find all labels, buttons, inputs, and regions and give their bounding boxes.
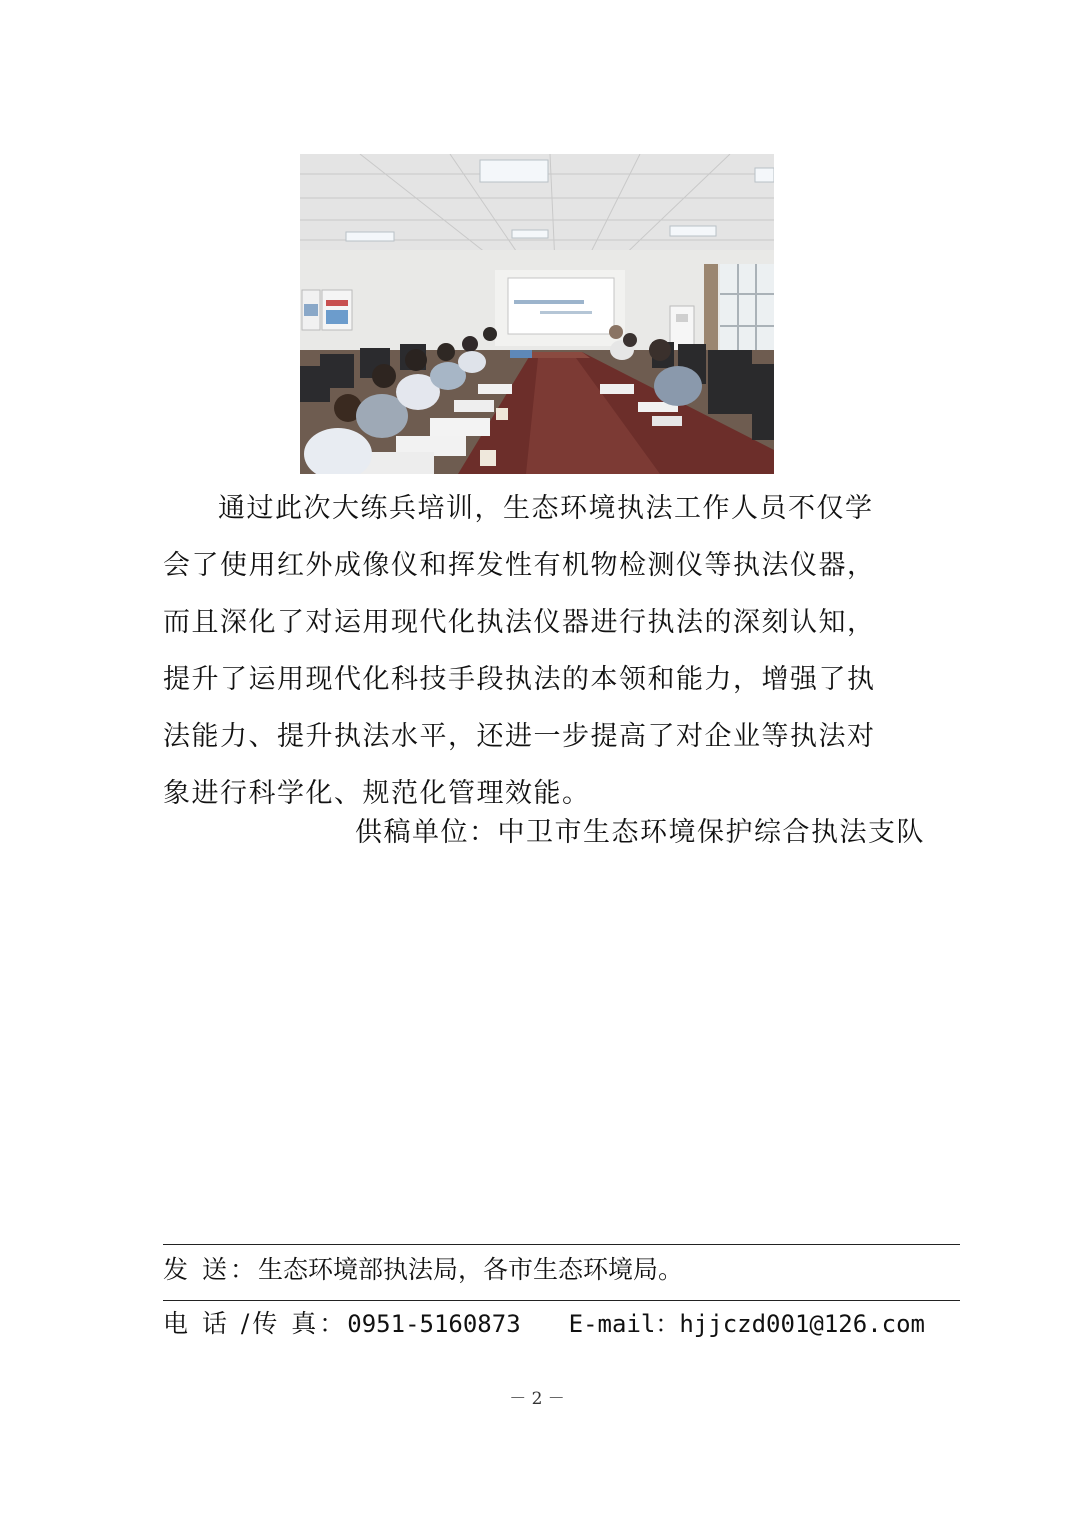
send-value: 生态环境部执法局，各市生态环境局。	[257, 1255, 683, 1284]
meeting-room-illustration	[300, 154, 774, 474]
phone-label: 电 话 /传 真：	[163, 1309, 348, 1338]
send-label: 发 送：	[163, 1255, 258, 1284]
footer-rule-top	[163, 1244, 960, 1245]
body-line: 提升了运用现代化科技手段执法的本领和能力，增强了执	[163, 664, 876, 695]
phone-value: 0951-5160873	[347, 1310, 521, 1338]
body-line: 会了使用红外成像仪和挥发性有机物检测仪等执法仪器，	[163, 550, 876, 581]
body-line: 象进行科学化、规范化管理效能。	[163, 778, 591, 809]
email-value: hjjczd001@126.com	[679, 1310, 925, 1338]
body-line: 通过此次大练兵培训，生态环境执法工作人员不仅学	[218, 493, 874, 524]
body-line: 法能力、提升执法水平，还进一步提高了对企业等执法对	[163, 721, 876, 752]
body-paragraph	[163, 480, 903, 822]
contact-line	[163, 1304, 925, 1344]
body-line: 而且深化了对运用现代化执法仪器进行执法的深刻认知，	[163, 607, 876, 638]
training-photo	[300, 154, 774, 474]
source-attribution: 供稿单位：中卫市生态环境保护综合执法支队	[355, 817, 925, 848]
email-label: E-mail：	[568, 1310, 680, 1338]
footer-rule-bottom	[163, 1300, 960, 1301]
page-number: － 2 －	[509, 1389, 565, 1409]
send-line	[163, 1250, 683, 1290]
